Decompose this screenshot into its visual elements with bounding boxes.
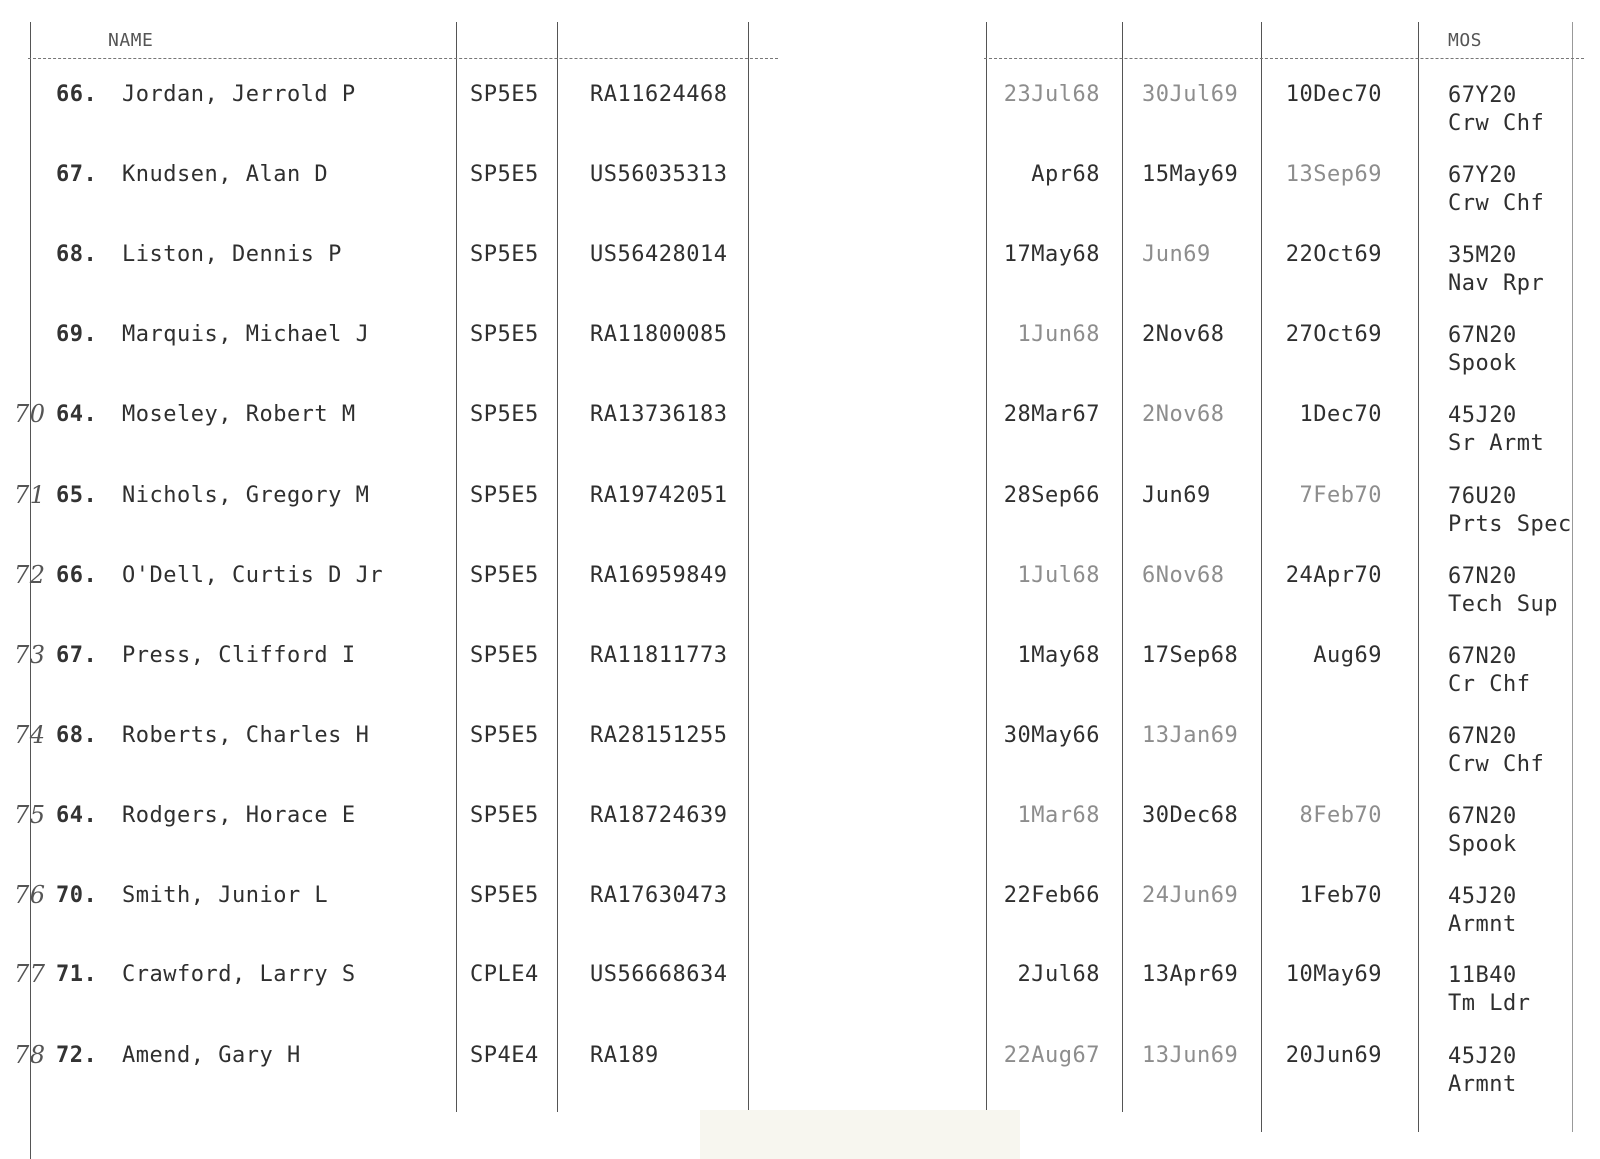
- header-rule-left: [28, 58, 778, 59]
- row-date2: Jun69: [1142, 483, 1211, 508]
- row-service-number: RA13736183: [590, 402, 728, 427]
- row-date1: 28Mar67: [1003, 402, 1100, 427]
- row-rank: SP5E5: [470, 242, 539, 267]
- row-mos: [1448, 162, 1544, 218]
- row-rank: SP5E5: [470, 563, 539, 588]
- row-date3: 1Dec70: [1299, 402, 1382, 427]
- row-service-number: US56035313: [590, 162, 728, 187]
- row-date1: 1May68: [1017, 643, 1100, 668]
- row-mos-role: Crw Chf: [1448, 191, 1545, 216]
- row-number: 64.: [56, 803, 98, 828]
- row-prefix-number: 78: [14, 1041, 46, 1069]
- table-row: [0, 82, 1600, 162]
- row-mos-code: 76U20: [1448, 484, 1517, 509]
- row-number: 67.: [56, 162, 98, 187]
- row-mos-code: 67N20: [1448, 804, 1517, 829]
- row-date2: 17Sep68: [1142, 643, 1239, 668]
- row-name: Crawford, Larry S: [122, 962, 356, 987]
- row-number: 71.: [56, 962, 98, 987]
- row-number: 64.: [56, 402, 98, 427]
- table-row: [0, 242, 1600, 322]
- row-prefix-number: 74: [14, 721, 46, 749]
- row-name: Press, Clifford I: [122, 643, 356, 668]
- row-mos: [1448, 643, 1530, 699]
- table-row: [0, 723, 1600, 803]
- row-number: 65.: [56, 483, 98, 508]
- row-name: Liston, Dennis P: [122, 242, 342, 267]
- row-date2: 13Jun69: [1142, 1043, 1239, 1068]
- row-name: Nichols, Gregory M: [122, 483, 370, 508]
- row-date1: 28Sep66: [1003, 483, 1100, 508]
- row-date2: 2Nov68: [1142, 402, 1225, 427]
- row-rank: SP5E5: [470, 883, 539, 908]
- row-date1: Apr68: [1031, 162, 1100, 187]
- row-date1: 1Jul68: [1017, 563, 1100, 588]
- table-row: [0, 162, 1600, 242]
- row-date3: 27Oct69: [1285, 322, 1382, 347]
- row-prefix-number: 73: [14, 641, 46, 669]
- row-service-number: RA16959849: [590, 563, 728, 588]
- row-mos-role: Spook: [1448, 351, 1517, 376]
- row-date3: Aug69: [1313, 643, 1382, 668]
- row-mos-code: 67Y20: [1448, 163, 1517, 188]
- row-date3: 10May69: [1285, 962, 1382, 987]
- row-mos-role: Crw Chf: [1448, 111, 1545, 136]
- row-date3: 1Feb70: [1299, 883, 1382, 908]
- row-date2: Jun69: [1142, 242, 1211, 267]
- row-number: 68.: [56, 723, 98, 748]
- row-mos-code: 45J20: [1448, 884, 1517, 909]
- row-service-number: US56428014: [590, 242, 728, 267]
- row-mos-role: Spook: [1448, 832, 1517, 857]
- row-number: 66.: [56, 563, 98, 588]
- row-mos: [1448, 883, 1517, 939]
- row-name: Smith, Junior L: [122, 883, 329, 908]
- row-mos-code: 67Y20: [1448, 83, 1517, 108]
- table-row: [0, 883, 1600, 963]
- row-mos-code: 67N20: [1448, 564, 1517, 589]
- row-mos: [1448, 483, 1572, 539]
- table-row: [0, 803, 1600, 883]
- row-number: 67.: [56, 643, 98, 668]
- row-service-number: RA11624468: [590, 82, 728, 107]
- row-mos-code: 67N20: [1448, 644, 1517, 669]
- row-name: Marquis, Michael J: [122, 322, 370, 347]
- row-date3: 24Apr70: [1285, 563, 1382, 588]
- row-name: Roberts, Charles H: [122, 723, 370, 748]
- row-name: Amend, Gary H: [122, 1043, 301, 1068]
- row-date3: 8Feb70: [1299, 803, 1382, 828]
- row-service-number: RA189: [590, 1043, 659, 1068]
- row-prefix-number: 77: [14, 960, 46, 988]
- row-mos: [1448, 322, 1517, 378]
- row-name: Jordan, Jerrold P: [122, 82, 356, 107]
- row-mos-code: 45J20: [1448, 403, 1517, 428]
- row-date1: 22Feb66: [1003, 883, 1100, 908]
- row-mos-role: Prts Spec: [1448, 512, 1572, 537]
- row-date1: 1Mar68: [1017, 803, 1100, 828]
- row-rank: SP4E4: [470, 1043, 539, 1068]
- row-date2: 6Nov68: [1142, 563, 1225, 588]
- table-row: [0, 483, 1600, 563]
- row-name: O'Dell, Curtis D Jr: [122, 563, 384, 588]
- row-mos: [1448, 803, 1517, 859]
- row-rank: SP5E5: [470, 803, 539, 828]
- row-prefix-number: 75: [14, 801, 46, 829]
- row-date2: 2Nov68: [1142, 322, 1225, 347]
- row-name: Rodgers, Horace E: [122, 803, 356, 828]
- row-rank: SP5E5: [470, 82, 539, 107]
- row-mos-role: Sr Armt: [1448, 431, 1545, 456]
- row-date1: 17May68: [1003, 242, 1100, 267]
- row-prefix-number: 70: [14, 400, 46, 428]
- row-mos: [1448, 402, 1544, 458]
- row-mos-role: Armnt: [1448, 912, 1517, 937]
- row-rank: SP5E5: [470, 402, 539, 427]
- row-date1: 2Jul68: [1017, 962, 1100, 987]
- row-rank: SP5E5: [470, 483, 539, 508]
- row-date3: 13Sep69: [1285, 162, 1382, 187]
- row-service-number: RA17630473: [590, 883, 728, 908]
- row-mos: [1448, 962, 1530, 1018]
- row-service-number: RA11811773: [590, 643, 728, 668]
- row-date1: 22Aug67: [1003, 1043, 1100, 1068]
- row-mos-role: Cr Chf: [1448, 672, 1531, 697]
- header-mos: MOS: [1448, 30, 1483, 51]
- table-row: [0, 962, 1600, 1042]
- row-mos-code: 11B40: [1448, 963, 1517, 988]
- row-service-number: RA11800085: [590, 322, 728, 347]
- row-name: Knudsen, Alan D: [122, 162, 329, 187]
- row-date3: 7Feb70: [1299, 483, 1382, 508]
- row-date2: 24Jun69: [1142, 883, 1239, 908]
- row-mos: [1448, 563, 1558, 619]
- row-number: 72.: [56, 1043, 98, 1068]
- row-service-number: RA28151255: [590, 723, 728, 748]
- row-date1: 23Jul68: [1003, 82, 1100, 107]
- row-mos-code: 45J20: [1448, 1044, 1517, 1069]
- row-service-number: RA18724639: [590, 803, 728, 828]
- table-row: [0, 643, 1600, 723]
- row-rank: SP5E5: [470, 162, 539, 187]
- row-date2: 30Jul69: [1142, 82, 1239, 107]
- row-service-number: RA19742051: [590, 483, 728, 508]
- row-rank: SP5E5: [470, 723, 539, 748]
- row-prefix-number: 71: [14, 481, 46, 509]
- row-mos: [1448, 1043, 1517, 1099]
- row-rank: SP5E5: [470, 322, 539, 347]
- table-row: [0, 563, 1600, 643]
- row-number: 69.: [56, 322, 98, 347]
- row-date1: 30May66: [1003, 723, 1100, 748]
- row-prefix-number: 76: [14, 881, 46, 909]
- row-prefix-number: 72: [14, 561, 46, 589]
- table-row: [0, 322, 1600, 402]
- row-date2: 13Jan69: [1142, 723, 1239, 748]
- row-date2: 30Dec68: [1142, 803, 1239, 828]
- row-mos: [1448, 723, 1544, 779]
- row-mos-role: Nav Rpr: [1448, 271, 1545, 296]
- row-number: 70.: [56, 883, 98, 908]
- row-rank: CPLE4: [470, 962, 539, 987]
- row-mos: [1448, 82, 1544, 138]
- row-mos: [1448, 242, 1544, 298]
- row-date3: 10Dec70: [1285, 82, 1382, 107]
- row-date2: 13Apr69: [1142, 962, 1239, 987]
- paper-fragment: [700, 1110, 1020, 1159]
- row-mos-code: 67N20: [1448, 323, 1517, 348]
- row-date3: 20Jun69: [1285, 1043, 1382, 1068]
- row-mos-role: Crw Chf: [1448, 752, 1545, 777]
- row-mos-code: 67N20: [1448, 724, 1517, 749]
- row-mos-role: Tech Sup: [1448, 592, 1558, 617]
- header-name: NAME: [108, 30, 154, 51]
- row-date3: 22Oct69: [1285, 242, 1382, 267]
- row-service-number: US56668634: [590, 962, 728, 987]
- row-mos-code: 35M20: [1448, 243, 1517, 268]
- row-number: 66.: [56, 82, 98, 107]
- table-row: [0, 402, 1600, 482]
- row-rank: SP5E5: [470, 643, 539, 668]
- row-mos-role: Tm Ldr: [1448, 991, 1531, 1016]
- row-name: Moseley, Robert M: [122, 402, 356, 427]
- row-mos-role: Armnt: [1448, 1072, 1517, 1097]
- row-number: 68.: [56, 242, 98, 267]
- row-date2: 15May69: [1142, 162, 1239, 187]
- header-rule-right: [984, 58, 1584, 59]
- row-date1: 1Jun68: [1017, 322, 1100, 347]
